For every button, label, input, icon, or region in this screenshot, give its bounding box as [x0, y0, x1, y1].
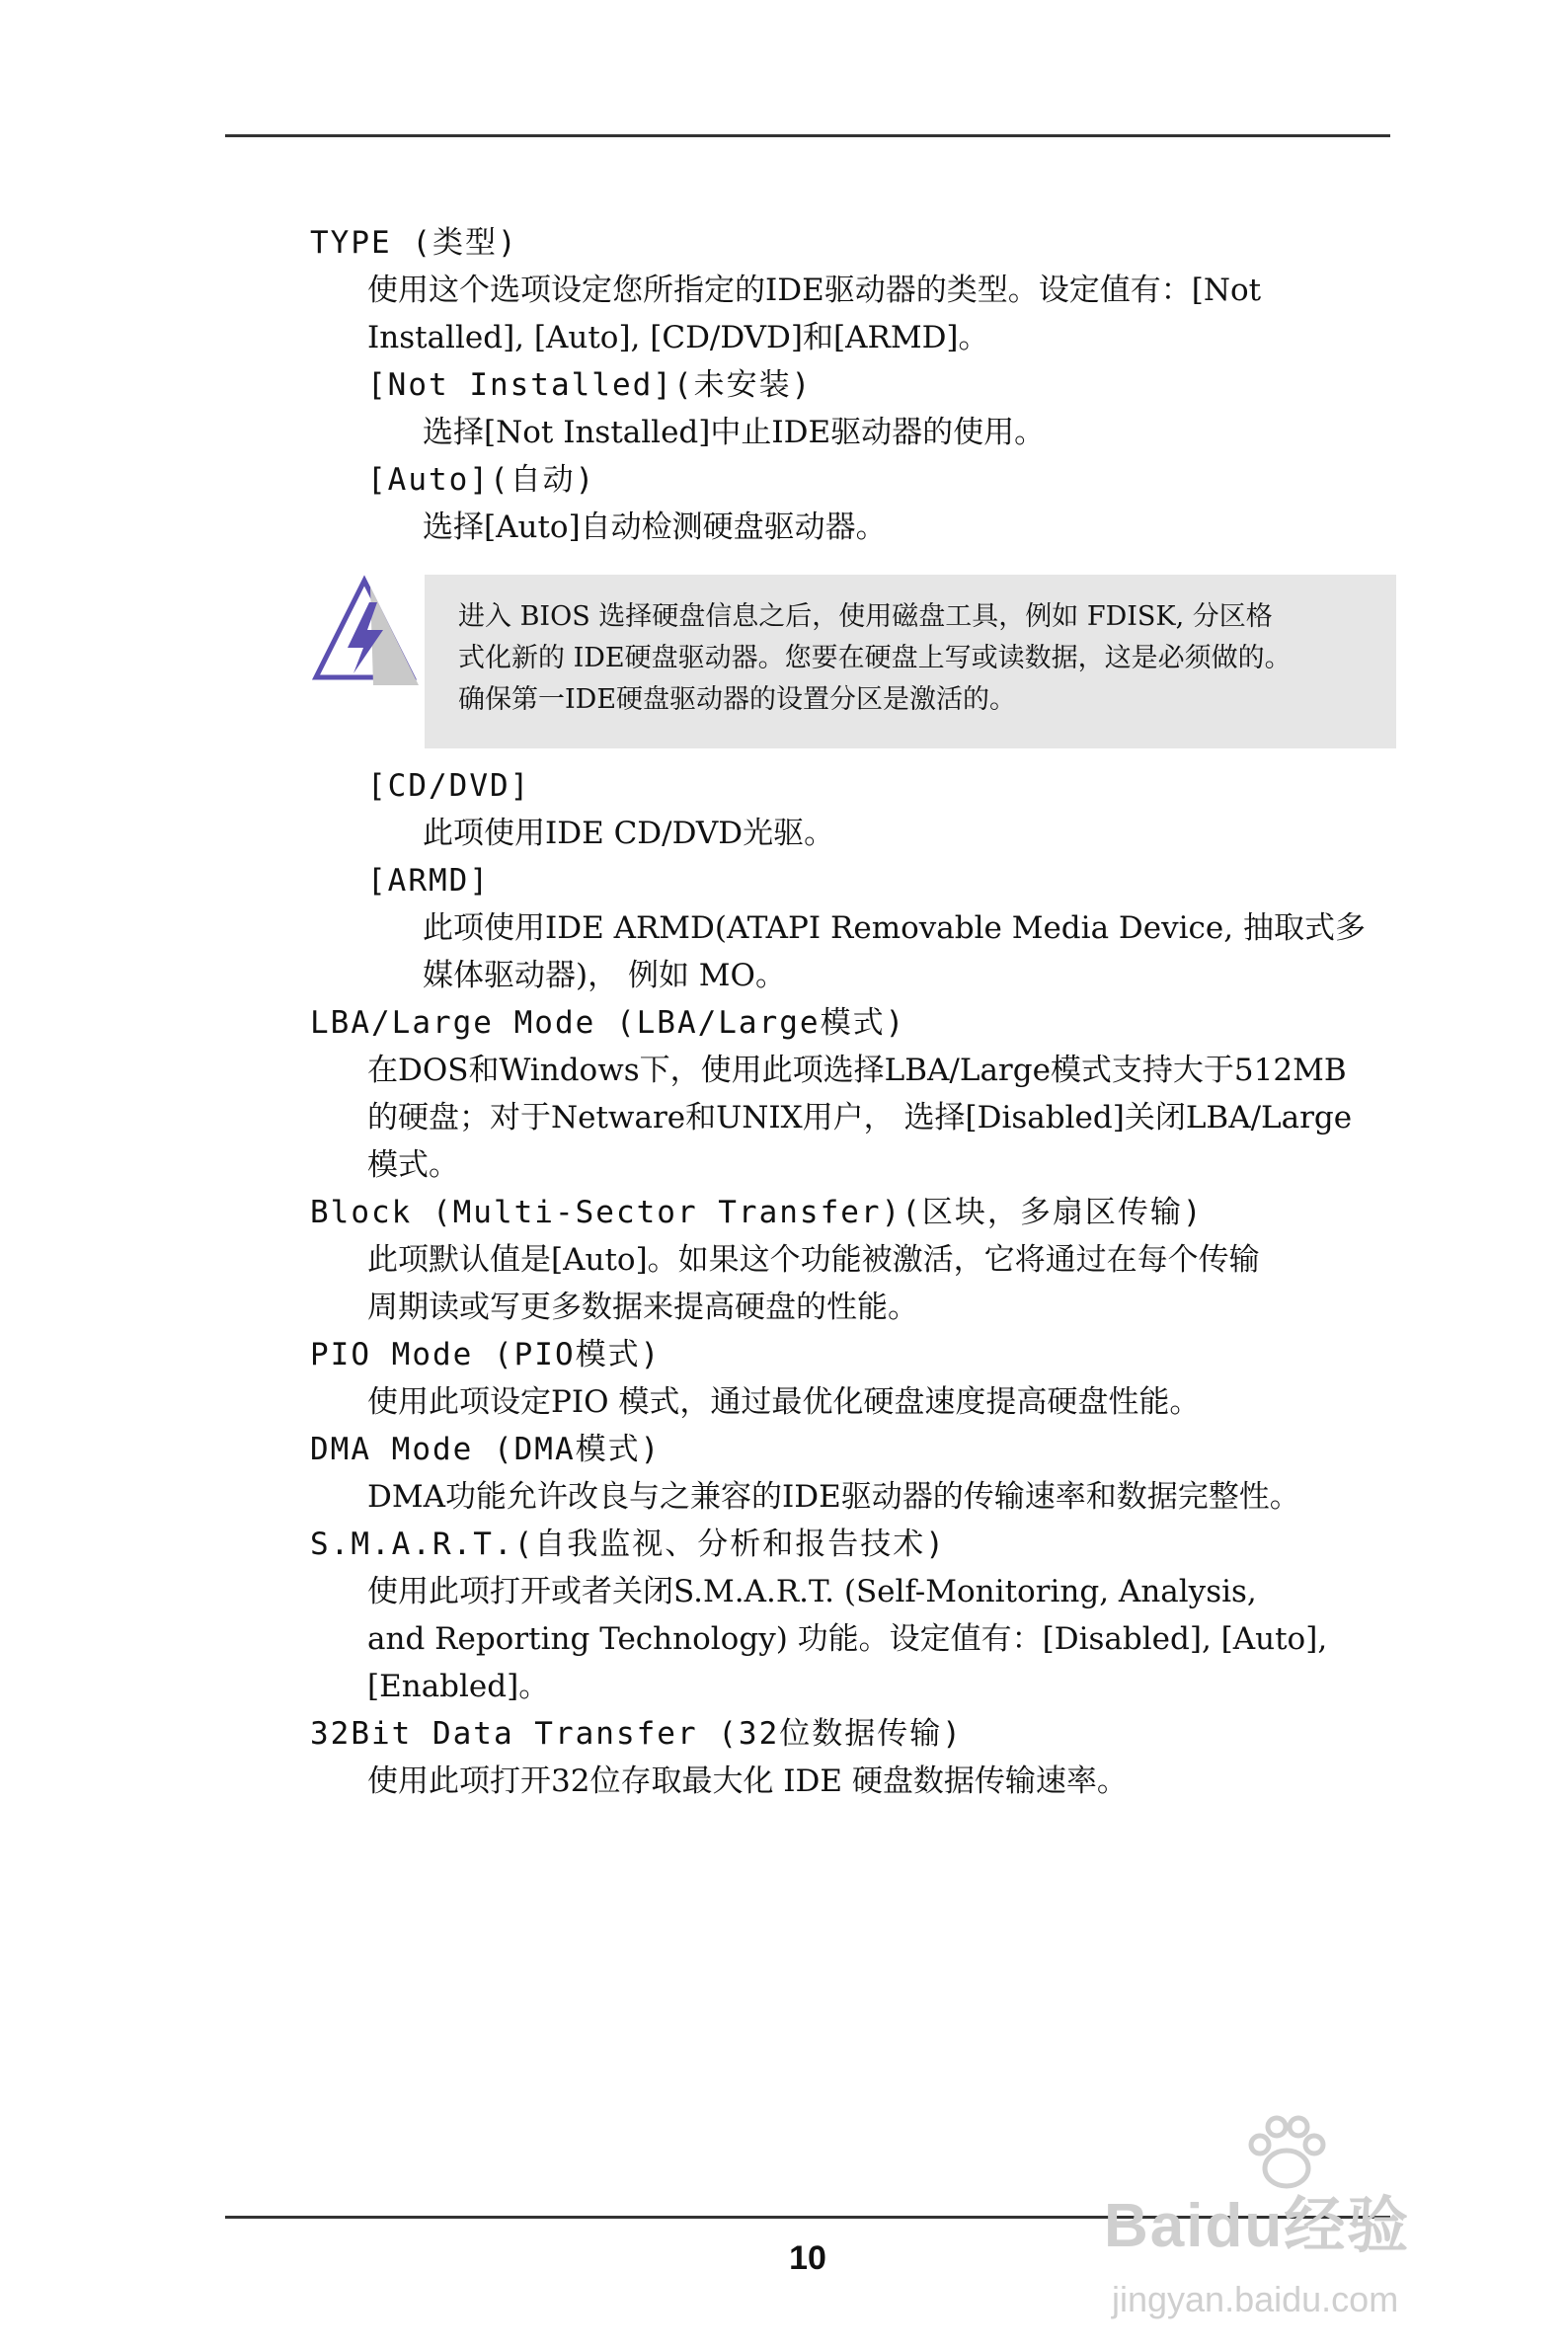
paragraph-line: 此项使用IDE ARMD(ATAPI Removable Media Device, 抽取式多	[423, 910, 1366, 946]
paragraph-line: 使用此项设定PIO 模式，通过最优化硬盘速度提高硬盘性能。	[367, 1384, 1201, 1420]
watermark	[1104, 2111, 1479, 2348]
paragraph-line: 选择[Auto]自动检测硬盘驱动器。	[423, 509, 887, 545]
warning-lightning-icon	[310, 575, 419, 693]
paragraph-line: 的硬盘；对于Netware和UNIX用户， 选择[Disabled]关闭LBA/Large	[367, 1100, 1353, 1136]
paragraph-line: 此项使用IDE CD/DVD光驱。	[423, 816, 835, 851]
heading-smart: S.M.A.R.T.(自我监视、分析和报告技术)	[310, 1527, 946, 1562]
paragraph-line: 在DOS和Windows下，使用此项选择LBA/Large模式支持大于512MB	[367, 1053, 1347, 1088]
paragraph-line: 此项默认值是[Auto]。如果这个功能被激活，它将通过在每个传输	[367, 1242, 1260, 1278]
paragraph-line: 模式。	[367, 1147, 459, 1183]
paragraph-line: 选择[Not Installed]中止IDE驱动器的使用。	[423, 415, 1046, 450]
heading-block-transfer: Block (Multi-Sector Transfer)(区块，多扇区传输)	[310, 1195, 1204, 1230]
note-line: 确保第一IDE硬盘驱动器的设置分区是激活的。	[458, 684, 1017, 715]
heading-type: TYPE (类型)	[310, 225, 518, 261]
note-line: 式化新的 IDE硬盘驱动器。您要在硬盘上写或读数据，这是必须做的。	[458, 643, 1292, 673]
heading-lba-large-mode: LBA/Large Mode (LBA/Large模式)	[310, 1005, 906, 1041]
paragraph-line: 使用此项打开或者关闭S.M.A.R.T. (Self-Monitoring, Analysis,	[367, 1574, 1257, 1609]
paragraph-line: 使用此项打开32位存取最大化 IDE 硬盘数据传输速率。	[367, 1763, 1128, 1799]
paragraph-line: 媒体驱动器)， 例如 MO。	[423, 958, 786, 993]
page-content	[310, 219, 1396, 1805]
paragraph-line: 周期读或写更多数据来提高硬盘的性能。	[367, 1290, 918, 1325]
heading-32bit-transfer: 32Bit Data Transfer (32位数据传输)	[310, 1716, 963, 1752]
subheading-armd: [ARMD]	[367, 863, 490, 899]
note-box	[425, 575, 1396, 748]
paragraph-line: DMA功能允许改良与之兼容的IDE驱动器的传输速率和数据完整性。	[367, 1479, 1300, 1515]
note-line: 进入 BIOS 选择硬盘信息之后，使用磁盘工具，例如 FDISK, 分区格	[458, 601, 1273, 632]
watermark-url: jingyan.baidu.com	[1112, 2279, 1399, 2319]
page-number: 10	[789, 2239, 826, 2277]
note-callout	[310, 575, 1396, 750]
paragraph-line: 使用这个选项设定您所指定的IDE驱动器的类型。设定值有：[Not	[367, 273, 1262, 308]
paragraph-line: [Enabled]。	[367, 1669, 550, 1704]
subheading-auto: [Auto](自动)	[367, 462, 596, 498]
header-rule	[225, 134, 1390, 137]
paragraph-line: and Reporting Technology) 功能。设定值有：[Disabled], [Auto],	[367, 1621, 1328, 1657]
heading-pio-mode: PIO Mode (PIO模式)	[310, 1337, 662, 1372]
heading-dma-mode: DMA Mode (DMA模式)	[310, 1432, 662, 1467]
paragraph-line: Installed], [Auto], [CD/DVD]和[ARMD]。	[367, 320, 989, 355]
subheading-cd-dvd: [CD/DVD]	[367, 768, 531, 804]
watermark-logo: Baidu经验	[1104, 2192, 1411, 2260]
subheading-not-installed: [Not Installed](未安装)	[367, 367, 813, 403]
